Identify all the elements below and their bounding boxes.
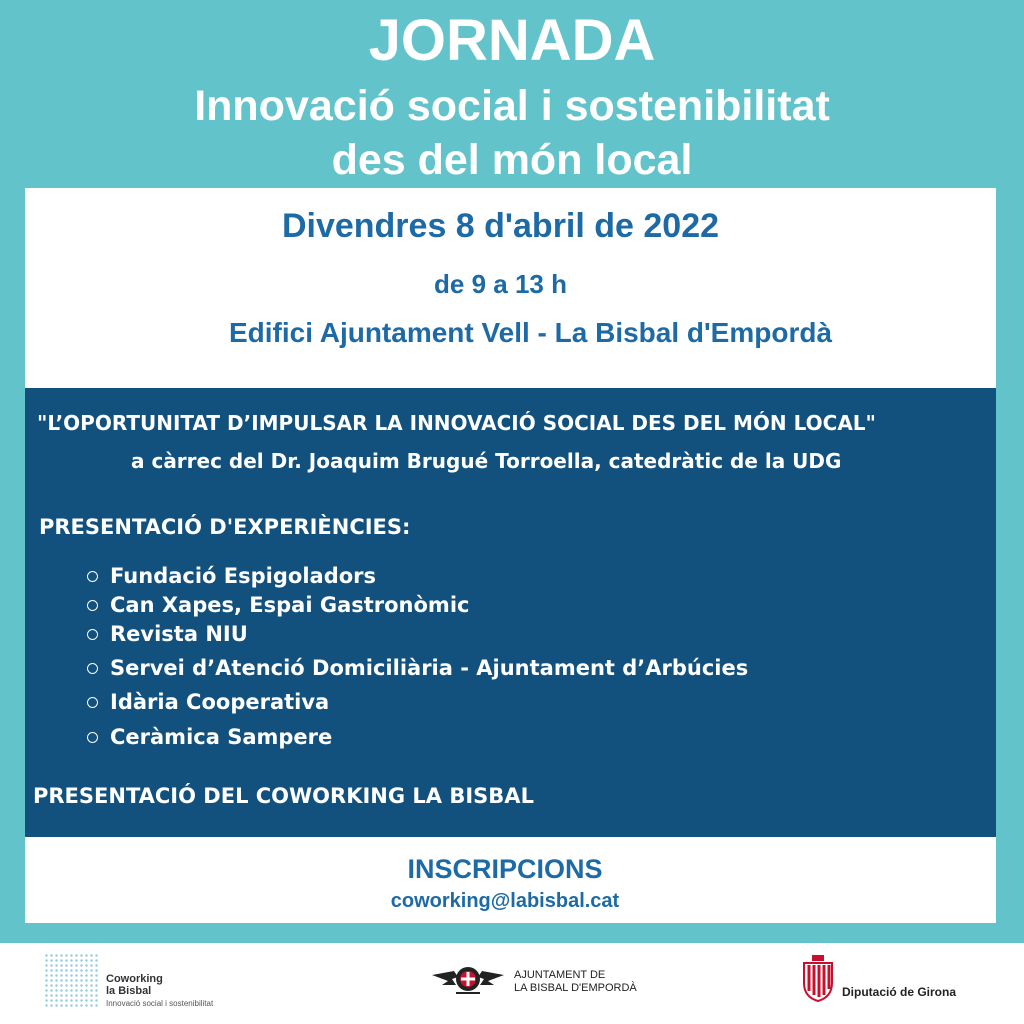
bullet-icon [87, 571, 98, 582]
event-place: Edifici Ajuntament Vell - La Bisbal d'Empordà [228, 317, 833, 348]
shield-icon [800, 953, 836, 1003]
bullet-icon [87, 697, 98, 708]
ajuntament-logo [428, 963, 648, 1007]
event-subtitle-line2: des del món local [331, 136, 693, 184]
list-item [87, 688, 329, 716]
coworking-logo-name: Coworking la Bisbal [106, 973, 163, 997]
experience-label: Fundació Espigoladors [110, 564, 377, 588]
event-info-box [25, 188, 996, 388]
coworking-logo-tagline: Innovació social i sostenibilitat [106, 999, 214, 1008]
dot-grid-icon [44, 953, 100, 1009]
coworking-heading: PRESENTACIÓ DEL COWORKING LA BISBAL [33, 784, 534, 808]
registration-box [25, 837, 996, 923]
experience-label: Servei d’Atenció Domiciliària - Ajuntament d’Arbúcies [110, 656, 749, 680]
bullet-icon [87, 732, 98, 743]
event-title: JORNADA [368, 8, 656, 73]
footer-logos [0, 943, 1024, 1024]
diputacio-logo-text: Diputació de Girona [842, 985, 957, 999]
program-panel [25, 388, 996, 837]
talk-title: "L’OPORTUNITAT D’IMPULSAR LA INNOVACIÓ SOCIAL DES DEL MÓN LOCAL" [37, 411, 876, 435]
list-item [87, 591, 469, 619]
experience-label: Ceràmica Sampere [110, 725, 333, 749]
diputacio-logo [800, 953, 970, 1009]
registration-title: INSCRIPCIONS [407, 854, 603, 884]
bullet-icon [87, 663, 98, 674]
talk-speaker: a càrrec del Dr. Joaquim Brugué Torroella, catedràtic de la UDG [131, 449, 842, 473]
list-item [87, 620, 248, 648]
list-item [87, 654, 748, 682]
bullet-icon [87, 629, 98, 640]
winged-cross-icon [428, 963, 508, 999]
experience-label: Idària Cooperativa [110, 690, 330, 714]
list-item [87, 723, 332, 751]
event-date: Divendres 8 d'abril de 2022 [281, 207, 720, 245]
experiences-heading: PRESENTACIÓ D'EXPERIÈNCIES: [39, 515, 411, 539]
experience-label: Can Xapes, Espai Gastronòmic [110, 593, 470, 617]
coworking-logo [44, 949, 234, 1015]
event-hours: de 9 a 13 h [434, 269, 567, 299]
registration-email-link[interactable]: coworking@labisbal.cat [390, 890, 620, 912]
list-item [87, 562, 376, 590]
experience-label: Revista NIU [110, 622, 248, 646]
ajuntament-logo-text: AJUNTAMENT DE LA BISBAL D'EMPORDÀ [514, 969, 637, 994]
event-subtitle-line1: Innovació social i sostenibilitat [194, 82, 830, 130]
bullet-icon [87, 600, 98, 611]
